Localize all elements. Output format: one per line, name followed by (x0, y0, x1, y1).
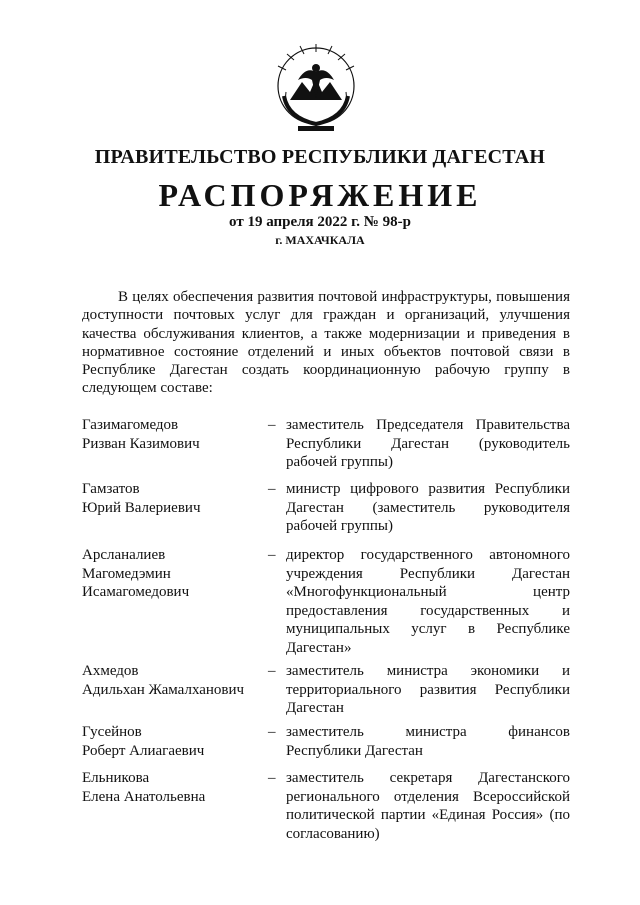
member-surname: Гамзатов (82, 481, 140, 497)
list-item (82, 546, 570, 662)
dash-separator: – (268, 663, 276, 679)
document-city: г. МАХАЧКАЛА (275, 233, 365, 247)
preamble-paragraph: В целях обеспечения развития почтовой инфраструктуры, повышения доступности почтовых услуг для граждан и организаций, улучшения качества обслуживания клиентов, а также модернизации и приведения в нормативное состояние отделений и иных объектов почтовой связи в Республике Дагестан создать координационную рабочую группу в следующем составе: (82, 289, 570, 397)
member-role: заместитель министра экономики и территориального развития Республики Дагестан (286, 663, 570, 717)
member-given-name: Роберт Алиагаевич (82, 742, 205, 759)
member-given-name: Юрий Валериевич (82, 499, 201, 516)
member-name (82, 662, 262, 699)
list-item (82, 416, 570, 480)
member-surname: Гусейнов (82, 724, 142, 740)
list-item (82, 662, 570, 723)
document-date-number: от 19 апреля 2022 г. № 98-р (229, 214, 411, 230)
member-given-name: Магомедэмин (82, 565, 171, 582)
member-given-name: Елена Анатольевна (82, 788, 206, 805)
member-role: министр цифрового развития Республики Дагестан (заместитель руководителя рабочей группы) (286, 481, 570, 535)
member-role: заместитель министра финансов Республики Дагестан (286, 724, 570, 759)
government-title: ПРАВИТЕЛЬСТВО РЕСПУБЛИКИ ДАГЕСТАН (94, 146, 546, 168)
list-item (82, 769, 570, 842)
list-item (82, 723, 570, 769)
working-group-members (82, 416, 570, 842)
member-role: заместитель Председателя Правительства Республики Дагестан (руководитель рабочей группы) (286, 417, 570, 471)
member-given-name: Ризван Казимович (82, 435, 200, 452)
member-name (82, 769, 262, 806)
member-surname: Арсланалиев (82, 547, 166, 563)
dash-separator: – (268, 481, 276, 497)
member-name (82, 723, 262, 760)
document-type-heading: РАСПОРЯЖЕНИЕ (158, 177, 482, 213)
member-role: директор государственного автономного учреждения Республики Дагестан «Многофункциональный центр предоставления государственных и муниципальных услуг в Республике Дагестан» (286, 547, 570, 656)
member-patronymic: Исамагомедович (82, 584, 190, 601)
dash-separator: – (268, 417, 276, 433)
member-role: заместитель секретаря Дагестанского регионального отделения Всероссийской политической партии «Единая Россия» (по согласованию) (286, 770, 570, 842)
member-surname: Ахмедов (82, 663, 139, 679)
dash-separator: – (268, 770, 276, 786)
member-surname: Газимагомедов (82, 417, 179, 433)
dash-separator: – (268, 724, 276, 740)
member-name (82, 480, 262, 517)
coat-of-arms-icon (268, 40, 364, 136)
member-name (82, 416, 262, 453)
member-given-name: Адильхан Жамалханович (82, 681, 245, 698)
member-name (82, 546, 262, 602)
member-surname: Ельникова (82, 770, 150, 786)
dash-separator: – (268, 547, 276, 563)
list-item (82, 480, 570, 546)
